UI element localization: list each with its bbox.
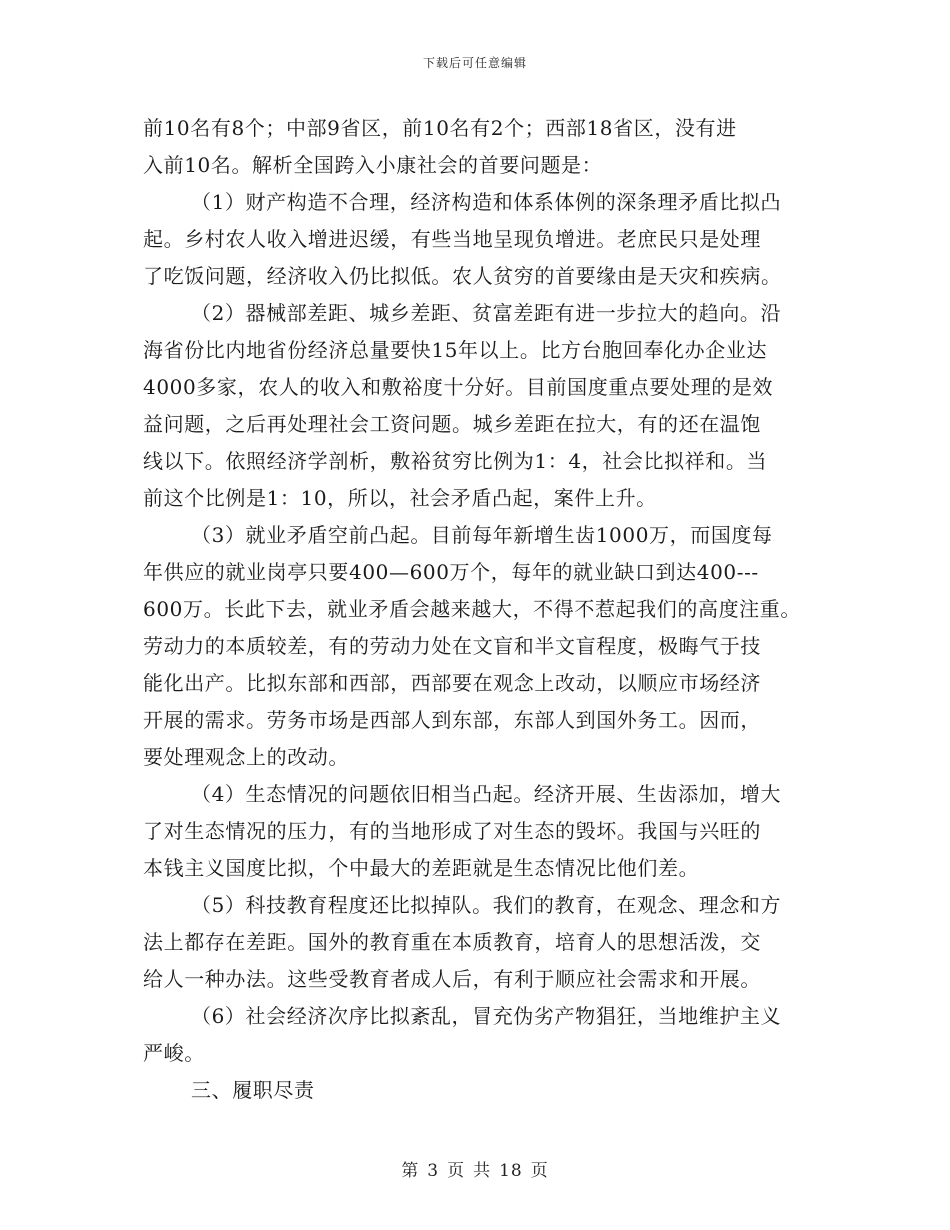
- text-line: 入前10名。解析全国跨入小康社会的首要问题是：: [143, 153, 603, 177]
- text-line: （2）器械部差距、城乡差距、贫富差距有进一步拉大的趋向。沿: [191, 301, 782, 325]
- footer-word-page: 页: [447, 1161, 466, 1181]
- text-line: （3）就业矛盾空前凸起。目前每年新增生齿1000万，而国度每: [191, 523, 773, 547]
- text-line: 了吃饭问题，经济收入仍比拟低。农人贫穷的首要缘由是天灾和疾病。: [143, 264, 782, 288]
- total-pages-number: 18: [499, 1161, 523, 1181]
- page-header-note: 下载后可任意编辑: [422, 56, 527, 70]
- text-line: 了对生态情况的压力，有的当地形成了对生态的毁坏。我国与兴旺的: [143, 819, 761, 843]
- section-heading: 三、履职尽责: [191, 1078, 315, 1102]
- text-line: （6）社会经济次序比拟紊乱，冒充伪劣产物猖狂，当地维护主义: [191, 1004, 782, 1028]
- text-line: 严峻。: [143, 1041, 205, 1065]
- footer-word-total: 共: [473, 1161, 492, 1181]
- text-line: 4000多家，农人的收入和敷裕度十分好。目前国度重点要处理的是效: [143, 375, 774, 399]
- text-line: （1）财产构造不合理，经济构造和体系体例的深条理矛盾比拟凸: [191, 190, 782, 214]
- text-line: 年供应的就业岗亭只要400—600万个，每年的就业缺口到达400---: [143, 560, 759, 584]
- text-line: 海省份比内地省份经济总量要快15年以上。比方台胞回奉化办企业达: [143, 338, 768, 362]
- current-page-number: 3: [427, 1161, 440, 1181]
- text-line: 线以下。依照经济学剖析，敷裕贫穷比例为1：4，社会比拟祥和。当: [143, 449, 768, 473]
- footer-word-prefix: 第: [401, 1161, 420, 1181]
- text-line: 益问题，之后再处理社会工资问题。城乡差距在拉大，有的还在温饱: [143, 412, 761, 436]
- footer-word-page-end: 页: [530, 1161, 549, 1181]
- text-line: 开展的需求。劳务市场是西部人到东部，东部人到国外务工。因而，: [143, 708, 761, 732]
- text-line: 本钱主义国度比拟，个中最大的差距就是生态情况比他们差。: [143, 856, 700, 880]
- text-line: 给人一种办法。这些受教育者成人后，有利于顺应社会需求和开展。: [143, 967, 761, 991]
- text-line: （5）科技教育程度还比拟掉队。我们的教育，在观念、理念和方: [191, 893, 782, 917]
- text-line: 能化出产。比拟东部和西部，西部要在观念上改动，以顺应市场经济: [143, 671, 761, 695]
- text-line: 前这个比例是1：10，所以，社会矛盾凸起，案件上升。: [143, 486, 657, 510]
- text-line: 要处理观念上的改动。: [143, 745, 349, 769]
- text-line: 法上都存在差距。国外的教育重在本质教育，培育人的思想活泼，交: [143, 930, 761, 954]
- text-line: 劳动力的本质较差，有的劳动力处在文盲和半文盲程度，极晦气于技: [143, 634, 761, 658]
- document-body: [143, 110, 823, 1109]
- text-line: 前10名有8个；中部9省区，前10名有2个；西部18省区，没有进: [143, 116, 737, 140]
- page-number-footer: [0, 1156, 950, 1181]
- text-line: 600万。长此下去，就业矛盾会越来越大，不得不惹起我们的高度注重。: [143, 597, 801, 621]
- text-line: （4）生态情况的问题依旧相当凸起。经济开展、生齿添加，增大: [191, 782, 782, 806]
- text-line: 起。乡村农人收入增进迟缓，有些当地呈现负增进。老庶民只是处理: [143, 227, 761, 251]
